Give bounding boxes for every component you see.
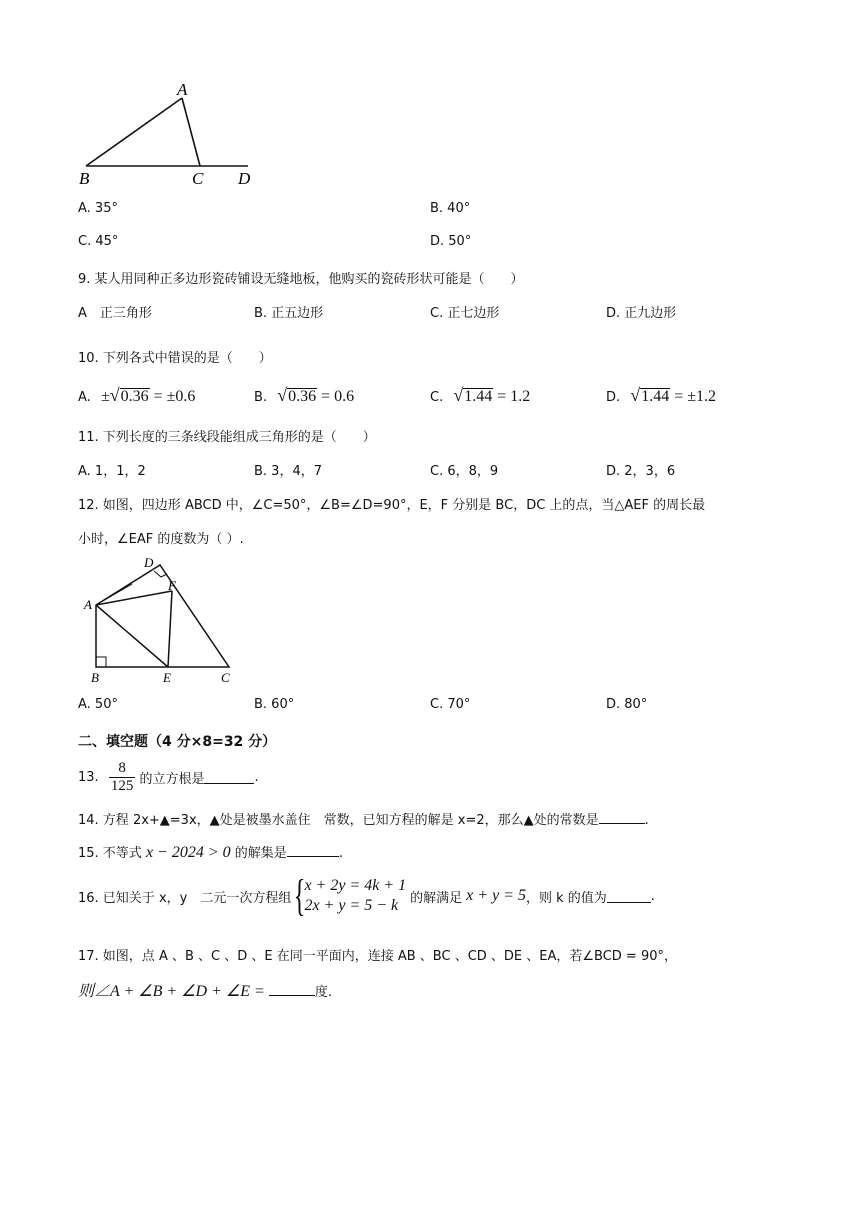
q16-condition: x + y = 5 [466, 887, 526, 904]
q10-b-label: B. [254, 390, 268, 405]
q11-option-c: C. 6，8，9 [430, 464, 499, 479]
q13-num: 13. [78, 770, 99, 785]
q10-option-a: A. ±√0.36 = ±0.6 [78, 385, 196, 405]
q13-answer-blank[interactable] [204, 771, 254, 784]
q8-option-b: B. 40° [430, 201, 471, 216]
q10-option-b: B. √0.36 = 0.6 [254, 385, 355, 405]
q12-option-c: C. 70° [430, 697, 471, 712]
q16-end: . [650, 888, 655, 904]
q15 [78, 842, 343, 862]
label-f: F [168, 578, 176, 593]
q10-option-c: C. √1.44 = 1.2 [430, 385, 531, 405]
label-c: C [192, 169, 204, 188]
q11-option-a: A. 1，1，2 [78, 464, 146, 479]
q12-stem-line1: 12. 如图，四边形 ABCD 中，∠C=50°，∠B=∠D=90°，E，F 分别是 BC，DC 上的点，当△AEF 的周长最 [78, 498, 706, 513]
q12-option-b: B. 60° [254, 697, 295, 712]
right-angle-b [96, 657, 106, 667]
label-d: D [238, 169, 251, 188]
q15-answer-blank[interactable] [287, 844, 339, 857]
q17-expression: 则∠A + ∠B + ∠D + ∠E = [78, 983, 265, 1000]
q10-a-label: A. [78, 390, 91, 405]
q10-d-post: = ±1.2 [670, 388, 716, 405]
q16-brace: { [294, 871, 306, 920]
q10-d-label: D. [606, 390, 621, 405]
q12-stem-line2: 小时，∠EAF 的度数为（ ）. [78, 532, 244, 547]
quad-abcd [96, 565, 229, 667]
q10-a-pre: ± [100, 388, 110, 405]
q10-b-post: = 0.6 [317, 388, 355, 405]
q9-option-a: A 正三角形 [78, 306, 152, 321]
q8-option-a: A. 35° [78, 201, 118, 216]
q11-option-d: D. 2，3，6 [606, 464, 676, 479]
line-ac [182, 98, 200, 166]
q16-answer-blank[interactable] [607, 890, 651, 903]
q11-stem: 11. 下列长度的三条线段能组成三角形的是（ ） [78, 430, 376, 445]
q13-end: . [254, 770, 259, 785]
label-b: B [91, 670, 99, 685]
q10-b-radicand: 0.36 [288, 388, 317, 405]
q10-c-post: = 1.2 [493, 388, 531, 405]
q14-end: . [644, 813, 649, 828]
q16-system [304, 876, 406, 916]
line-ae [96, 605, 168, 667]
line-ba [86, 98, 182, 166]
q17-answer-blank[interactable] [269, 983, 315, 996]
label-e: E [163, 670, 171, 685]
line-ef [168, 591, 172, 667]
q16-pre: 16. 已知关于 x，y 二元一次方程组 [78, 890, 292, 906]
q10-d-radicand: 1.44 [641, 388, 670, 405]
triangle-figure-1 [70, 80, 270, 192]
q10-stem: 10. 下列各式中错误的是（ ） [78, 351, 272, 366]
label-c: C [221, 670, 230, 685]
q17-line1: 17. 如图，点 A 、B 、C 、D 、E 在同一平面内，连接 AB 、BC 、CD 、DE 、EA，若∠BCD = 90°， [78, 949, 678, 964]
q15-pre: 15. 不等式 [78, 846, 142, 861]
q15-end: . [338, 846, 343, 861]
q13-text: 的立方根是 [139, 772, 205, 787]
q17-line2 [78, 978, 332, 1001]
q9-option-b: B. 正五边形 [254, 306, 324, 321]
q13 [78, 760, 259, 795]
q10-c-radicand: 1.44 [464, 388, 493, 405]
q13-denominator: 125 [110, 778, 134, 794]
quadrilateral-figure-2 [78, 554, 248, 688]
q17-unit: 度. [314, 985, 332, 1000]
q10-a-post: = ±0.6 [149, 388, 196, 405]
q8-option-c: C. 45° [78, 234, 119, 249]
q16 [78, 871, 655, 920]
q14-text: 14. 方程 2x+▲=3x，▲处是被墨水盖住 常数，已知方程的解是 x=2，那么▲处的常数是 [78, 813, 599, 828]
q13-fraction [109, 760, 136, 795]
q16-post: ，则 k 的值为 [525, 890, 607, 906]
label-a: A [177, 80, 188, 99]
q9-option-d: D. 正九边形 [606, 306, 677, 321]
label-a: A [84, 597, 92, 612]
q9-stem: 9. 某人用同种正多边形瓷砖铺设无缝地板，他购买的瓷砖形状可能是（ ） [78, 272, 524, 287]
q11-option-b: B. 3，4，7 [254, 464, 322, 479]
q8-option-d: D. 50° [430, 234, 472, 249]
q10-c-label: C. [430, 390, 444, 405]
label-b: B [79, 169, 90, 188]
q14 [78, 809, 649, 828]
q16-eq2: 2x + y = 5 − k [304, 897, 399, 914]
q16-eq1: x + 2y = 4k + 1 [304, 877, 407, 894]
q15-inequality: x − 2024 > 0 [145, 844, 231, 861]
q9-option-c: C. 正七边形 [430, 306, 500, 321]
q12-option-a: A. 50° [78, 697, 118, 712]
section-heading-fill-in: 二、填空题（4 分×8=32 分） [78, 734, 277, 750]
q14-answer-blank[interactable] [599, 811, 645, 824]
q10-a-radicand: 0.36 [120, 388, 149, 405]
q15-post: 的解集是 [234, 846, 287, 861]
q16-mid: 的解满足 [410, 890, 463, 906]
q13-numerator: 8 [109, 760, 136, 778]
q12-option-d: D. 80° [606, 697, 648, 712]
label-d: D [144, 555, 154, 570]
q10-option-d: D. √1.44 = ±1.2 [606, 385, 716, 405]
